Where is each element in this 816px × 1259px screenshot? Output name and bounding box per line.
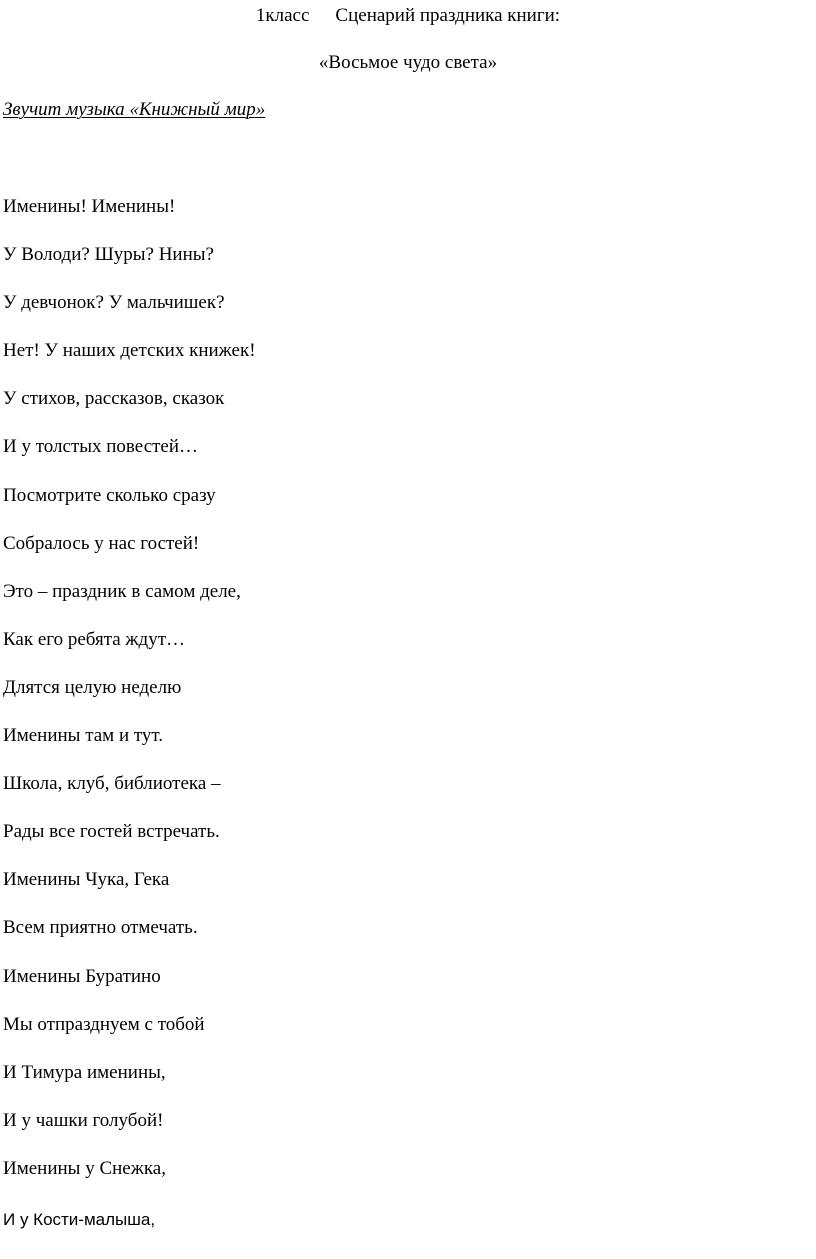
verse-line: Мы отпразднуем с тобой [3, 1013, 205, 1035]
verse-line: У Володи? Шуры? Нины? [3, 244, 214, 266]
verse-line: Нет! У наших детских книжек! [3, 340, 256, 362]
verse-line: Как его ребята ждут… [3, 628, 186, 650]
verse-line: Посмотрите сколько сразу [3, 484, 216, 506]
verse-line: Именины Чука, Гека [3, 869, 170, 891]
verse-line: И у Кости-малыша, [3, 1209, 156, 1229]
verse-line: Школа, клуб, библиотека – [3, 773, 221, 795]
verse-line: И Тимура именины, [3, 1061, 166, 1083]
verse-line: Это – праздник в самом деле, [3, 580, 241, 602]
verse-line: И у чашки голубой! [3, 1109, 164, 1131]
verse-line: Собралось у нас гостей! [3, 532, 200, 554]
verse-line: Именины там и тут. [3, 725, 164, 747]
title-line [0, 4, 816, 28]
verse-line: У стихов, рассказов, сказок [3, 388, 225, 410]
verse-line: Рады все гостей встречать. [3, 821, 220, 843]
verse-block [3, 195, 256, 1256]
verse-line: Именины Буратино [3, 965, 161, 987]
scenario-title: Сценарий праздника книги: [335, 5, 561, 26]
verse-line: У девчонок? У мальчишек? [3, 292, 225, 314]
verse-line: И у толстых повестей… [3, 436, 199, 458]
grade-label: 1класс [255, 5, 310, 26]
event-subtitle: «Восьмое чудо света» [318, 52, 498, 73]
verse-line: Именины! Именины! [3, 196, 176, 217]
verse-line: Всем приятно отмечать. [3, 917, 198, 939]
stage-direction: Звучит музыка «Книжный мир» [3, 99, 266, 120]
verse-line: Длятся целую неделю [3, 676, 182, 698]
verse-line: Именины у Снежка, [3, 1157, 166, 1179]
